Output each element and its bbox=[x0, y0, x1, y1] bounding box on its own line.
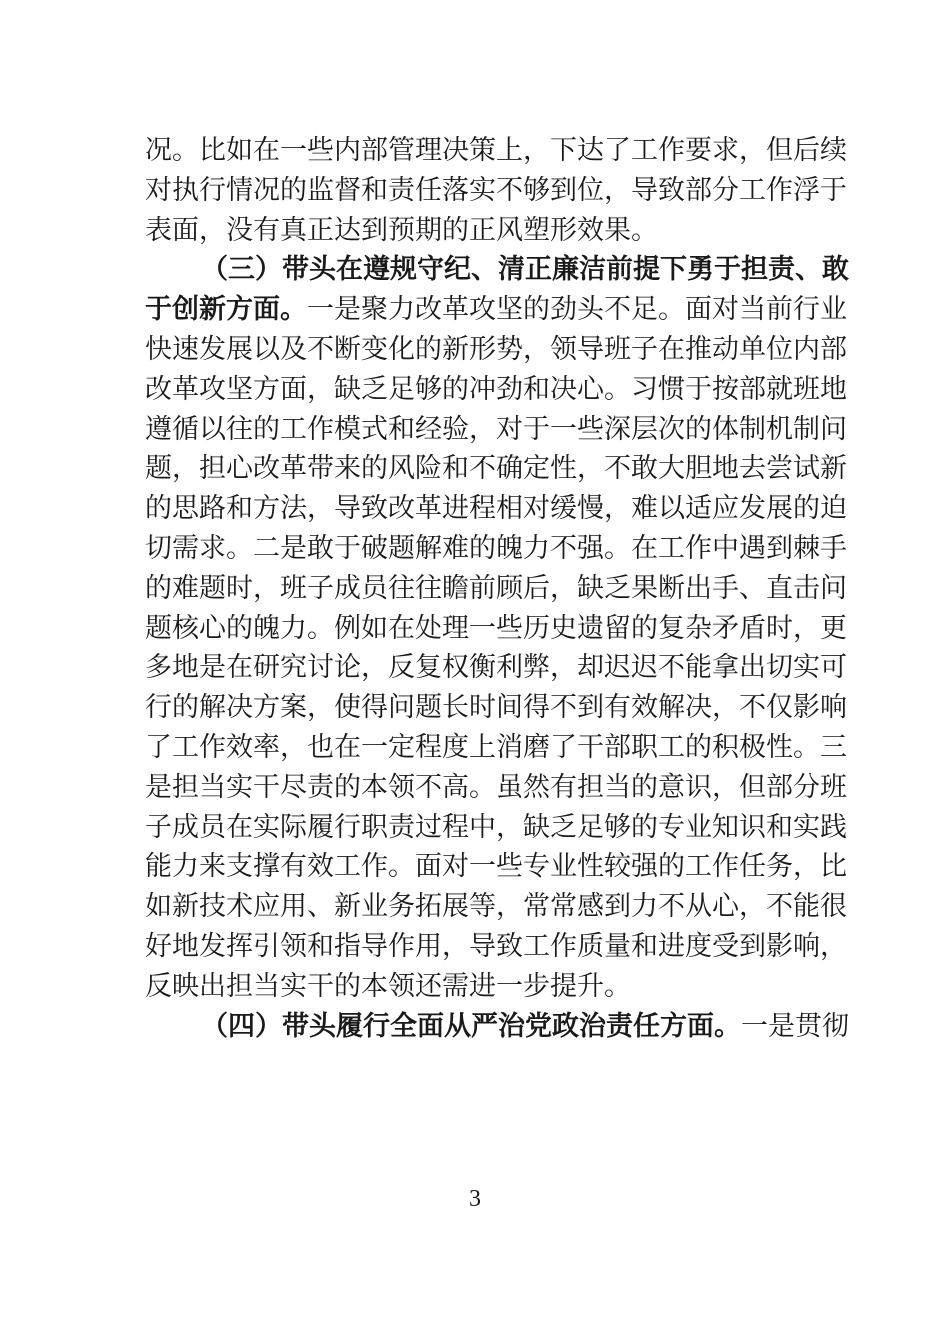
text-line bbox=[145, 927, 847, 967]
text-line bbox=[145, 808, 847, 848]
text-line bbox=[145, 370, 847, 410]
document-body bbox=[145, 131, 849, 1046]
text-segment: 一是聚力改革攻坚的劲头不足。面对当前行业 bbox=[307, 294, 847, 326]
text-line bbox=[145, 171, 847, 211]
text-segment: 的思路和方法，导致改革进程相对缓慢，难以适应发展的迫 bbox=[145, 493, 847, 525]
bold-text-segment: 于创新方面。 bbox=[145, 294, 307, 326]
text-line bbox=[145, 768, 847, 808]
text-line bbox=[145, 648, 847, 688]
text-segment: 反映出担当实干的本领还需进一步提升。 bbox=[145, 970, 631, 1002]
text-line bbox=[145, 688, 847, 728]
text-line bbox=[145, 290, 847, 330]
paragraph-heading-line bbox=[145, 1007, 849, 1047]
text-line bbox=[145, 211, 811, 251]
text-segment: 好地发挥引领和指导作用，导致工作质量和进度受到影响， bbox=[145, 930, 847, 962]
text-segment: 快速发展以及不断变化的新形势，领导班子在推动单位内部 bbox=[145, 333, 847, 365]
text-line bbox=[145, 569, 847, 609]
text-line bbox=[145, 449, 847, 489]
page-number: 3 bbox=[469, 1186, 481, 1212]
text-segment: 表面，没有真正达到预期的正风塑形效果。 bbox=[145, 214, 658, 246]
text-line bbox=[145, 131, 847, 171]
text-segment: 题核心的魄力。例如在处理一些历史遗留的复杂矛盾时，更 bbox=[145, 612, 847, 644]
text-segment: 切需求。二是敢于破题解难的魄力不强。在工作中遇到棘手 bbox=[145, 532, 847, 564]
text-segment: 况。比如在一些内部管理决策上，下达了工作要求，但后续 bbox=[145, 135, 847, 166]
text-line bbox=[145, 489, 847, 529]
text-segment: 改革攻坚方面，缺乏足够的冲劲和决心。习惯于按部就班地 bbox=[145, 373, 847, 405]
bold-text-segment: （三）带头在遵规守纪、清正廉洁前提下勇于担责、敢 bbox=[201, 254, 849, 286]
text-segment: 能力来支撑有效工作。面对一些专业性较强的工作任务，比 bbox=[145, 851, 847, 883]
text-line bbox=[145, 330, 847, 370]
text-line bbox=[145, 410, 847, 450]
text-segment: 多地是在研究讨论，反复权衡利弊，却迟迟不能拿出切实可 bbox=[145, 652, 847, 684]
text-line bbox=[145, 967, 811, 1007]
text-segment: 一是贯彻 bbox=[741, 1010, 849, 1042]
text-segment: 子成员在实际履行职责过程中，缺乏足够的专业知识和实践 bbox=[145, 811, 847, 843]
text-line bbox=[145, 728, 847, 768]
text-segment: 了工作效率，也在一定程度上消磨了干部职工的积极性。三 bbox=[145, 731, 847, 763]
text-segment: 遵循以往的工作模式和经验，对于一些深层次的体制机制问 bbox=[145, 413, 847, 445]
text-segment: 的难题时，班子成员往往瞻前顾后，缺乏果断出手、直击问 bbox=[145, 572, 847, 604]
text-segment: 行的解决方案，使得问题长时间得不到有效解决，不仅影响 bbox=[145, 692, 847, 724]
text-line bbox=[145, 847, 847, 887]
bold-text-segment: （四）带头履行全面从严治党政治责任方面。 bbox=[201, 1010, 741, 1042]
text-line bbox=[145, 609, 847, 649]
text-segment: 对执行情况的监督和责任落实不够到位，导致部分工作浮于 bbox=[145, 174, 847, 206]
text-line bbox=[145, 529, 847, 569]
paragraph-heading-line bbox=[145, 250, 849, 290]
text-segment: 是担当实干尽责的本领不高。虽然有担当的意识，但部分班 bbox=[145, 771, 847, 803]
text-segment: 如新技术应用、新业务拓展等，常常感到力不从心，不能很 bbox=[145, 891, 847, 923]
text-line bbox=[145, 887, 847, 927]
text-segment: 题，担心改革带来的风险和不确定性，不敢大胆地去尝试新 bbox=[145, 453, 847, 485]
